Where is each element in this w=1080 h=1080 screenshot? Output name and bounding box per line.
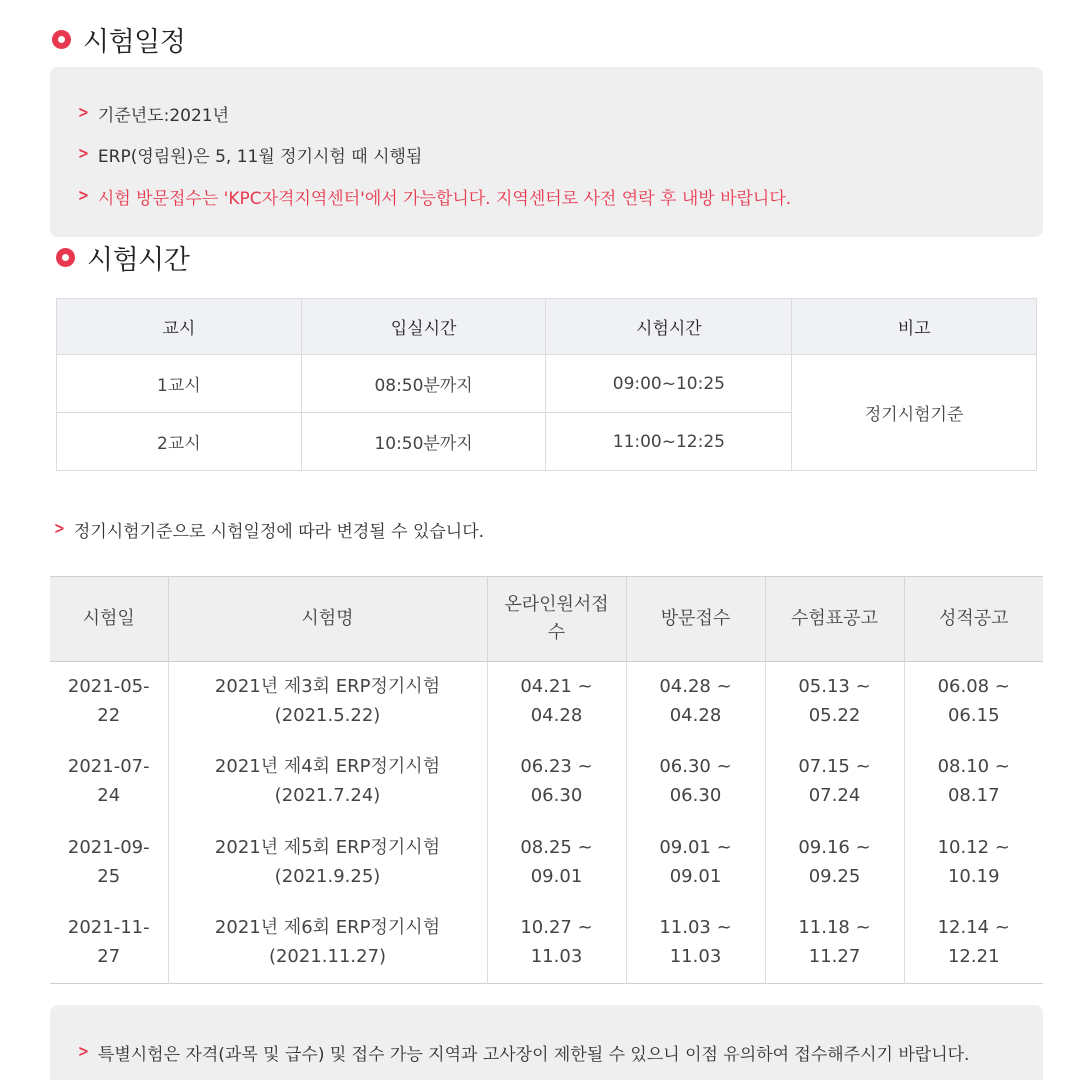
admission-ticket-cell: 07.15 ~ 07.24 bbox=[765, 742, 904, 823]
exam-date-cell: 2021-07-24 bbox=[50, 742, 168, 823]
table-header-row bbox=[50, 577, 1043, 662]
chevron-right-icon: > bbox=[78, 145, 89, 164]
exam-date-cell: 2021-09-25 bbox=[50, 823, 168, 904]
result-announcement-cell: 10.12 ~ 10.19 bbox=[904, 823, 1043, 904]
info-text: ERP(영림원)은 5, 11월 정기시험 때 시행됨 bbox=[97, 147, 423, 167]
column-header: 성적공고 bbox=[904, 577, 1043, 662]
period-cell: 2교시 bbox=[57, 413, 302, 471]
table-header-row bbox=[57, 299, 1037, 355]
note-text: 정기시험기준으로 시험일정에 따라 변경될 수 있습니다. bbox=[73, 522, 485, 542]
exam-name-cell: 2021년 제4회 ERP정기시험 (2021.7.24) bbox=[168, 742, 487, 823]
special-exam-notice-box bbox=[50, 1005, 1043, 1080]
schedule-info-box bbox=[50, 67, 1043, 237]
info-text: 시험 방문접수는 'KPC자격지역센터'에서 가능합니다. 지역센터로 사전 연락 후 내방 바랍니다. bbox=[97, 189, 792, 209]
table-row bbox=[50, 823, 1043, 904]
online-application-cell: 04.21 ~ 04.28 bbox=[487, 662, 626, 743]
info-line-base-year bbox=[78, 101, 229, 126]
online-application-cell: 08.25 ~ 09.01 bbox=[487, 823, 626, 904]
chevron-right-icon: > bbox=[78, 1043, 89, 1062]
exam-date-cell: 2021-05-22 bbox=[50, 662, 168, 743]
chevron-right-icon: > bbox=[78, 187, 89, 206]
exam-time-table bbox=[56, 298, 1037, 471]
exam-time-cell: 09:00~10:25 bbox=[546, 355, 792, 413]
time-section-title bbox=[56, 238, 189, 277]
schedule-change-note bbox=[54, 517, 484, 542]
ring-bullet-icon bbox=[56, 248, 75, 267]
section-heading: 시험시간 bbox=[87, 245, 190, 276]
result-announcement-cell: 06.08 ~ 06.15 bbox=[904, 662, 1043, 743]
chevron-right-icon: > bbox=[54, 520, 65, 539]
chevron-right-icon: > bbox=[78, 104, 89, 123]
table-row bbox=[50, 903, 1043, 984]
admission-ticket-cell: 05.13 ~ 05.22 bbox=[765, 662, 904, 743]
notice-text: 특별시험은 자격(과목 및 급수) 및 접수 가능 지역과 고사장이 제한될 수 있으니 이점 유의하여 접수해주시기 바랍니다. bbox=[97, 1045, 970, 1065]
exam-name-cell: 2021년 제5회 ERP정기시험 (2021.9.25) bbox=[168, 823, 487, 904]
exam-name-cell: 2021년 제6회 ERP정기시험 (2021.11.27) bbox=[168, 903, 487, 984]
column-header: 시험명 bbox=[168, 577, 487, 662]
info-line-erp bbox=[78, 142, 422, 167]
result-announcement-cell: 08.10 ~ 08.17 bbox=[904, 742, 1043, 823]
table-row bbox=[50, 742, 1043, 823]
column-header: 온라인원서접수 bbox=[487, 577, 626, 662]
remark-cell: 정기시험기준 bbox=[792, 355, 1037, 471]
entry-time-cell: 10:50분까지 bbox=[301, 413, 546, 471]
exam-time-cell: 11:00~12:25 bbox=[546, 413, 792, 471]
exam-name-cell: 2021년 제3회 ERP정기시험 (2021.5.22) bbox=[168, 662, 487, 743]
period-cell: 1교시 bbox=[57, 355, 302, 413]
table-row bbox=[50, 662, 1043, 743]
online-application-cell: 10.27 ~ 11.03 bbox=[487, 903, 626, 984]
info-text: 기준년도:2021년 bbox=[97, 106, 230, 126]
info-line-visit-notice bbox=[78, 184, 791, 209]
visit-application-cell: 11.03 ~ 11.03 bbox=[626, 903, 765, 984]
table-row bbox=[57, 355, 1037, 413]
column-header: 시험일 bbox=[50, 577, 168, 662]
schedule-section-title bbox=[52, 20, 185, 59]
column-header: 수험표공고 bbox=[765, 577, 904, 662]
column-header: 교시 bbox=[57, 299, 302, 355]
admission-ticket-cell: 11.18 ~ 11.27 bbox=[765, 903, 904, 984]
result-announcement-cell: 12.14 ~ 12.21 bbox=[904, 903, 1043, 984]
visit-application-cell: 09.01 ~ 09.01 bbox=[626, 823, 765, 904]
exam-schedule-table bbox=[50, 576, 1043, 984]
admission-ticket-cell: 09.16 ~ 09.25 bbox=[765, 823, 904, 904]
visit-application-cell: 04.28 ~ 04.28 bbox=[626, 662, 765, 743]
column-header: 입실시간 bbox=[301, 299, 546, 355]
page-title: 시험일정 bbox=[83, 27, 186, 58]
ring-bullet-icon bbox=[52, 30, 71, 49]
column-header: 시험시간 bbox=[546, 299, 792, 355]
online-application-cell: 06.23 ~ 06.30 bbox=[487, 742, 626, 823]
entry-time-cell: 08:50분까지 bbox=[301, 355, 546, 413]
visit-application-cell: 06.30 ~ 06.30 bbox=[626, 742, 765, 823]
special-exam-notice bbox=[78, 1040, 969, 1065]
exam-date-cell: 2021-11-27 bbox=[50, 903, 168, 984]
column-header: 방문접수 bbox=[626, 577, 765, 662]
column-header: 비고 bbox=[792, 299, 1037, 355]
